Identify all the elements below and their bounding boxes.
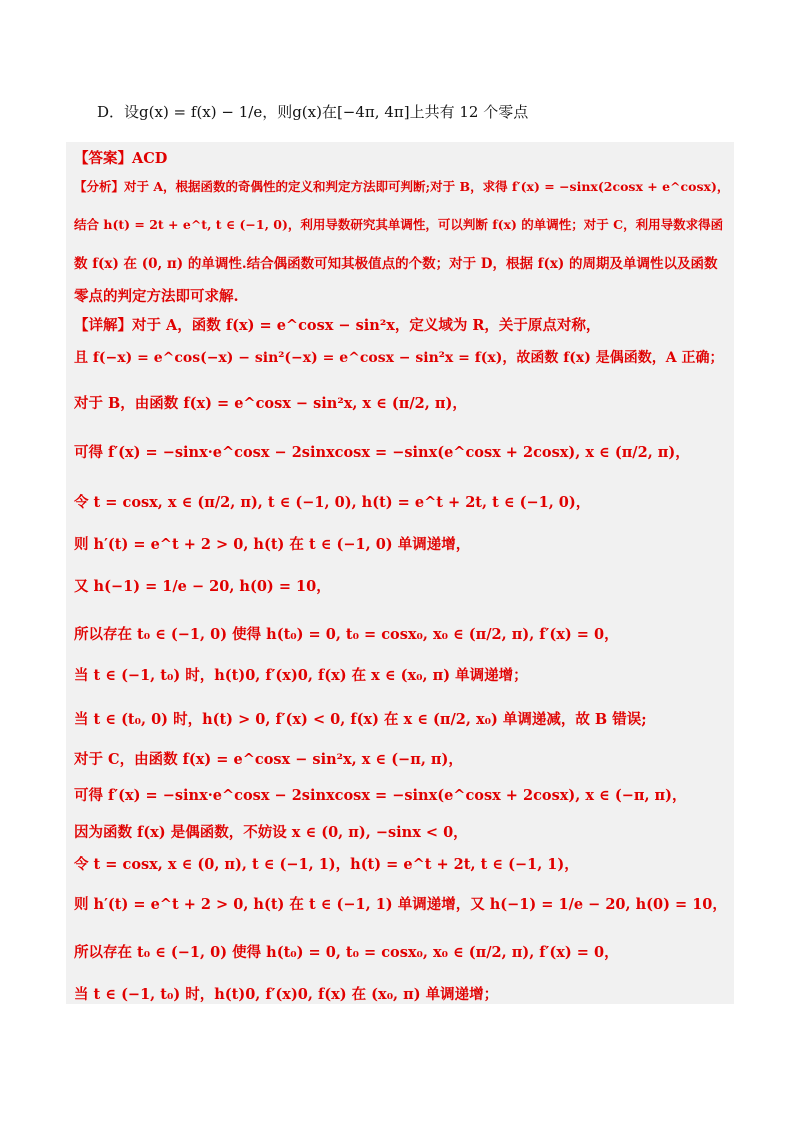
analysis-line-1: 【分析】对于 A，根据函数的奇偶性的定义和判定方法即可判断;对于 B，求得 f′(x) = −sinx(2cosx + e^cosx)， xyxy=(74,179,730,194)
detail-line-2: 且 f(−x) = e^cos(−x) − sin²(−x) = e^cosx − sin²x = f(x)，故函数 f(x) 是偶函数，A 正确； xyxy=(74,350,724,366)
detail-line-17: 当 t ∈ (−1, t₀) 时，h(t)0, f′(x)0, f(x) 在 (x₀, π) 单调递增； xyxy=(74,986,499,1003)
answer-line: 【答案】ACD xyxy=(74,150,168,167)
detail-line-11: 对于 C，由函数 f(x) = e^cosx − sin²x, x ∈ (−π, π)， xyxy=(74,751,463,768)
detail-line-8: 所以存在 t₀ ∈ (−1, 0) 使得 h(t₀) = 0, t₀ = cosx₀, x₀ ∈ (π/2, π), f′(x) = 0， xyxy=(74,626,619,643)
analysis-line-3: 数 f(x) 在 (0, π) 的单调性.结合偶函数可知其极值点的个数；对于 D，根据 f(x) 的周期及单调性以及函数 xyxy=(74,256,718,272)
detail-line-16: 所以存在 t₀ ∈ (−1, 0) 使得 h(t₀) = 0, t₀ = cosx₀, x₀ ∈ (π/2, π), f′(x) = 0， xyxy=(74,944,619,961)
detail-line-1: 【详解】对于 A，函数 f(x) = e^cosx − sin²x，定义域为 R，关于原点对称， xyxy=(74,317,601,334)
detail-line-15: 则 h′(t) = e^t + 2 > 0, h(t) 在 t ∈ (−1, 1) 单调递增，又 h(−1) = 1/e − 20, h(0) = 10， xyxy=(74,896,727,913)
detail-line-14: 令 t = cosx, x ∈ (0, π), t ∈ (−1, 1)，h(t) = e^t + 2t, t ∈ (−1, 1)， xyxy=(74,856,579,873)
detail-line-4: 可得 f′(x) = −sinx·e^cosx − 2sinxcosx = −sinx(e^cosx + 2cosx), x ∈ (π/2, π)， xyxy=(74,444,690,461)
detail-line-6: 则 h′(t) = e^t + 2 > 0, h(t) 在 t ∈ (−1, 0) 单调递增， xyxy=(74,536,471,553)
analysis-line-2: 结合 h(t) = 2t + e^t, t ∈ (−1, 0)，利用导数研究其单调性，可以判断 f(x) 的单调性；对于 C，利用导数求得函 xyxy=(74,217,724,232)
detail-line-5: 令 t = cosx, x ∈ (π/2, π), t ∈ (−1, 0), h(t) = e^t + 2t, t ∈ (−1, 0)， xyxy=(74,494,591,511)
option-d: D．设g(x) = f(x) − 1/e，则g(x)在[−4π, 4π]上共有 12 个零点 xyxy=(97,103,529,121)
analysis-line-4: 零点的判定方法即可求解. xyxy=(74,288,239,305)
detail-line-10: 当 t ∈ (t₀, 0) 时，h(t) > 0, f′(x) < 0, f(x) 在 x ∈ (π/2, x₀) 单调递减，故 B 错误; xyxy=(74,711,647,728)
detail-line-13: 因为函数 f(x) 是偶函数，不妨设 x ∈ (0, π), −sinx < 0， xyxy=(74,824,468,841)
detail-line-7: 又 h(−1) = 1/e − 20, h(0) = 10， xyxy=(74,578,331,595)
detail-line-12: 可得 f′(x) = −sinx·e^cosx − 2sinxcosx = −sinx(e^cosx + 2cosx), x ∈ (−π, π)， xyxy=(74,787,687,804)
detail-line-3: 对于 B，由函数 f(x) = e^cosx − sin²x, x ∈ (π/2, π)， xyxy=(74,395,467,412)
detail-line-9: 当 t ∈ (−1, t₀) 时，h(t)0, f′(x)0, f(x) 在 x ∈ (x₀, π) 单调递增； xyxy=(74,667,528,684)
